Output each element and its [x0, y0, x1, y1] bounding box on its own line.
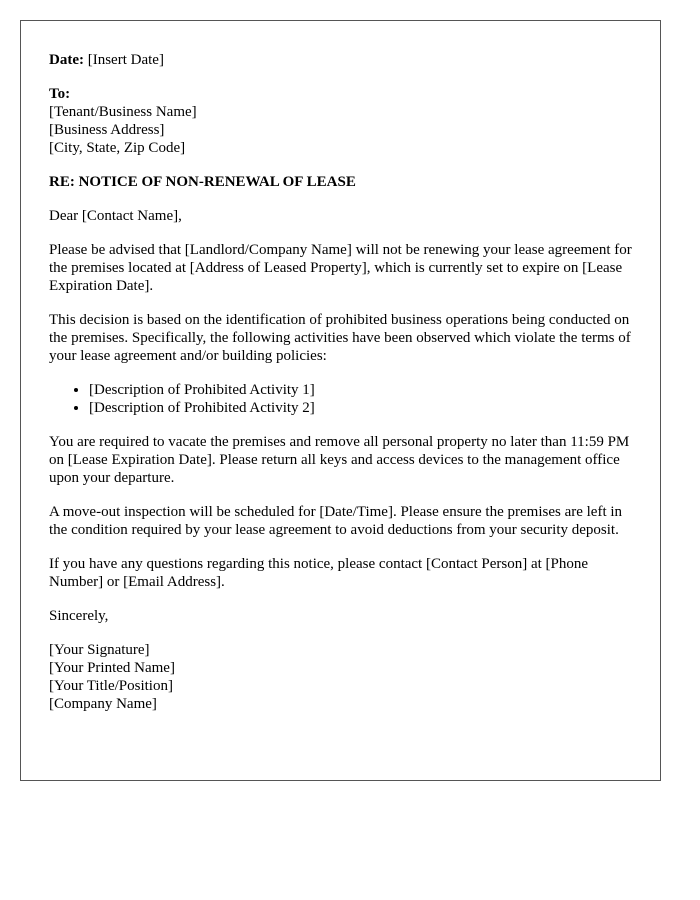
- paragraph-notice: Please be advised that [Landlord/Company Name] will not be renewing your lease agreement for the premises located at [Address of Leased Property], which is currently set to expire on [Lease Expiration Date].: [49, 242, 632, 294]
- company-name: [Company Name]: [49, 696, 157, 712]
- recipient-block: [49, 85, 632, 157]
- list-item: • [Description of Prohibited Activity 2]: [89, 399, 632, 417]
- printed-name: [Your Printed Name]: [49, 660, 175, 676]
- recipient-city-state-zip: [City, State, Zip Code]: [49, 140, 186, 156]
- letter-document: [20, 20, 661, 781]
- signature-line: [Your Signature]: [49, 642, 150, 658]
- list-item: • [Description of Prohibited Activity 1]: [89, 381, 632, 399]
- title-position: [Your Title/Position]: [49, 678, 173, 694]
- paragraph-vacate: You are required to vacate the premises and remove all personal property no later than 11:59 PM on [Lease Expiration Date]. Please return all keys and access devices to the management office upon your departure.: [49, 434, 630, 486]
- date-label: Date:: [49, 52, 84, 68]
- salutation: Dear [Contact Name],: [49, 208, 182, 224]
- signature-block: [49, 641, 632, 713]
- subject-line: RE: NOTICE OF NON-RENEWAL OF LEASE: [49, 174, 356, 190]
- paragraph-reason: This decision is based on the identification of prohibited business operations being conducted on the premises. Specifically, the following activities have been observed which violate the terms of your lease agreement and/or building policies:: [49, 312, 631, 364]
- date-value: [Insert Date]: [87, 52, 164, 68]
- to-label: To:: [49, 86, 71, 102]
- paragraph-inspection: A move-out inspection will be scheduled for [Date/Time]. Please ensure the premises are left in the condition required by your lease agreement to avoid deductions from your security deposit.: [49, 504, 623, 538]
- closing: Sincerely,: [49, 608, 109, 624]
- prohibited-activities-list: [49, 381, 632, 417]
- paragraph-contact: If you have any questions regarding this notice, please contact [Contact Person] at [Phone Number] or [Email Address].: [49, 556, 589, 590]
- recipient-address: [Business Address]: [49, 122, 165, 138]
- date-line: [49, 51, 632, 69]
- recipient-name: [Tenant/Business Name]: [49, 104, 197, 120]
